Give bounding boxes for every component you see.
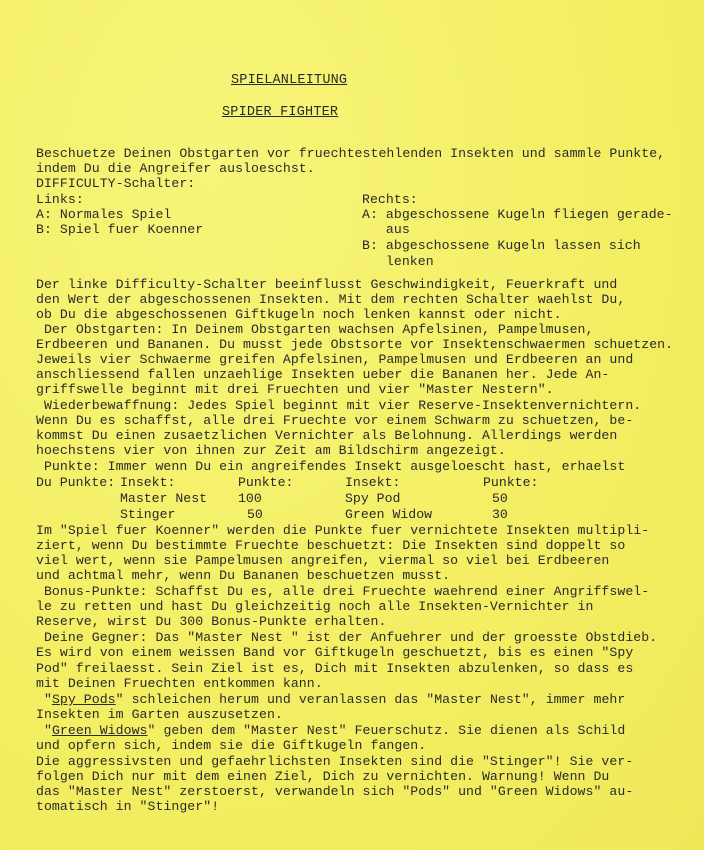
body-line: tomatisch in "Stinger"! bbox=[36, 799, 220, 814]
intro-line: indem Du die Angreifer ausloeschst. bbox=[36, 161, 315, 176]
points-prefix: Du Punkte: bbox=[36, 475, 116, 490]
body-line: das "Master Nest" zerstoerst, verwandeln sich "Pods" und "Green Widows" au- bbox=[36, 784, 634, 799]
table-cell: Green Widow bbox=[345, 507, 433, 522]
table-row bbox=[36, 507, 538, 523]
body-line: griffswelle beginnt mit drei Fruechten und vier "Master Nestern". bbox=[36, 382, 554, 397]
body-line: Pod" freilaesst. Sein Ziel ist es, Dich mit Insekten abzulenken, so dass es bbox=[36, 661, 634, 676]
table-cell: Stinger bbox=[120, 507, 176, 522]
table-header: Punkte: bbox=[238, 475, 294, 490]
points-table bbox=[36, 475, 538, 523]
body-line: Wenn Du es schaffst, alle drei Fruechte vor einem Schwarm zu schuetzen, be- bbox=[36, 413, 634, 428]
body-line: ziert, wenn Du bestimmte Fruechte beschuetzt: Die Insekten sind doppelt so bbox=[36, 538, 626, 553]
body-line: Es wird von einem weissen Band vor Giftkugeln geschuetzt, bis es einen "Spy bbox=[36, 645, 634, 660]
difficulty-left-heading: Links: bbox=[36, 192, 84, 207]
body-line: Insekten im Garten auszusetzen. bbox=[36, 707, 283, 722]
body-line: Jeweils vier Schwaerme greifen Apfelsinen, Pampelmusen und Erdbeeren an und bbox=[36, 352, 634, 367]
green-widows-term: Green Widows bbox=[51, 723, 148, 738]
body-line: kommst Du einen zusaetzlichen Vernichter als Belohnung. Allerdings werden bbox=[36, 428, 618, 443]
body-line: folgen Dich nur mit dem einen Ziel, Dich zu vernichten. Warnung! Wenn Du bbox=[36, 769, 610, 784]
green-widows-paragraph bbox=[36, 723, 625, 738]
body-line: und opfern sich, indem sie die Giftkugeln fangen. bbox=[36, 738, 427, 753]
body-line: le zu retten und hast Du gleichzeitig noch alle Insekten-Vernichter in bbox=[36, 599, 594, 614]
table-cell: 30 bbox=[492, 507, 508, 522]
quote-mark: " bbox=[36, 692, 52, 707]
quote-mark: " bbox=[36, 723, 52, 738]
orchard-paragraph: Der Obstgarten: In Deinem Obstgarten wachsen Apfelsinen, Pampelmusen, bbox=[36, 322, 594, 337]
difficulty-right-heading: Rechts: bbox=[362, 192, 418, 207]
body-line: hoechstens vier von ihnen zur Zeit am Bildschirm angezeigt. bbox=[36, 443, 506, 458]
body-line: Reserve, wirst Du 300 Bonus-Punkte erhalten. bbox=[36, 614, 387, 629]
difficulty-left-b: B: Spiel fuer Koenner bbox=[36, 222, 204, 237]
stinger-paragraph: Die aggressivsten und gefaehrlichsten Insekten sind die "Stinger"! Sie ver- bbox=[36, 754, 634, 769]
table-cell: Spy Pod bbox=[345, 491, 401, 506]
points-paragraph: Punkte: Immer wenn Du ein angreifendes Insekt ausgeloescht hast, erhaelst bbox=[36, 459, 626, 474]
body-line: den Wert der abgeschossenen Insekten. Mit dem rechten Schalter waehlst Du, bbox=[36, 292, 626, 307]
table-header: Punkte: bbox=[483, 475, 539, 490]
spy-pods-text: " schleichen herum und veranlassen das "Master Nest", immer mehr bbox=[115, 692, 626, 707]
difficulty-left-a: A: Normales Spiel bbox=[36, 207, 172, 222]
table-cell: 50 bbox=[247, 507, 263, 522]
body-line: Erdbeeren und Bananen. Du musst jede Obstsorte vor Insektenschwaermen schuetzen. bbox=[36, 337, 674, 352]
table-header: Insekt: bbox=[120, 475, 176, 490]
enemies-paragraph: Deine Gegner: Das "Master Nest " ist der Anfuehrer und der groesste Obstdieb. bbox=[36, 630, 658, 645]
game-title: SPIDER FIGHTER bbox=[222, 105, 339, 120]
intro-line: Beschuetze Deinen Obstgarten vor fruechtestehlenden Insekten und sammle Punkte, bbox=[36, 146, 666, 161]
body-line: Der linke Difficulty-Schalter beeinflusst Geschwindigkeit, Feuerkraft und bbox=[36, 277, 618, 292]
body-line: viel wert, wenn sie Pampelmusen angreifen, viermal so viel bei Erdbeeren bbox=[36, 553, 610, 568]
difficulty-heading: DIFFICULTY-Schalter: bbox=[36, 176, 196, 191]
green-widows-text: " geben dem "Master Nest" Feuerschutz. Sie dienen als Schild bbox=[147, 723, 626, 738]
difficulty-right-a-cont: aus bbox=[362, 222, 410, 237]
difficulty-right-a: A: abgeschossene Kugeln fliegen gerade- bbox=[362, 207, 673, 222]
table-cell: 100 bbox=[238, 491, 262, 506]
difficulty-right-b: B: abgeschossene Kugeln lassen sich bbox=[362, 238, 641, 253]
bonus-paragraph: Bonus-Punkte: Schaffst Du es, alle drei Fruechte waehrend einer Angriffswel- bbox=[36, 584, 650, 599]
expert-paragraph: Im "Spiel fuer Koenner" werden die Punkte fuer vernichtete Insekten multipli- bbox=[36, 523, 650, 538]
body-line: und achtmal mehr, wenn Du Bananen beschuetzen musst. bbox=[36, 568, 451, 583]
body-line: anschliessend fallen unzaehlige Insekten ueber die Bananen her. Jede An- bbox=[36, 367, 610, 382]
table-cell: Master Nest bbox=[120, 491, 208, 506]
body-line: mit Deinen Fruechten entkommen kann. bbox=[36, 676, 323, 691]
table-cell: 50 bbox=[492, 491, 508, 506]
document-title: SPIELANLEITUNG bbox=[231, 73, 348, 88]
rearm-paragraph: Wiederbewaffnung: Jedes Spiel beginnt mit vier Reserve-Insektenvernichtern. bbox=[36, 398, 642, 413]
table-header: Insekt: bbox=[345, 475, 401, 490]
spy-pods-paragraph bbox=[36, 692, 625, 707]
difficulty-right-b-cont: lenken bbox=[362, 254, 434, 269]
body-line: ob Du die abgeschossenen Giftkugeln noch lenken kannst oder nicht. bbox=[36, 307, 562, 322]
spy-pods-term: Spy Pods bbox=[51, 692, 116, 707]
table-row bbox=[36, 475, 538, 491]
table-row bbox=[36, 491, 538, 507]
